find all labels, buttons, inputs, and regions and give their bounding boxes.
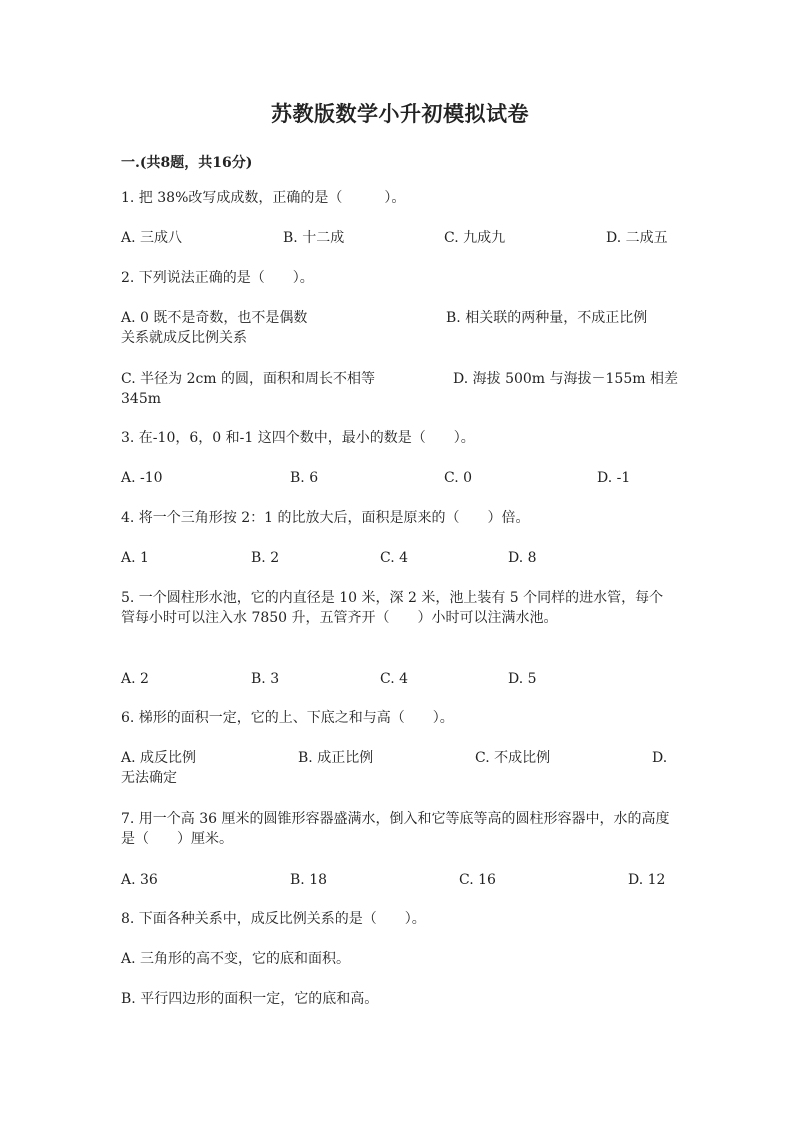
question-5-option-a: A. 2 bbox=[121, 671, 149, 687]
question-7-option-d: D. 12 bbox=[628, 872, 666, 888]
question-7-option-b: B. 18 bbox=[290, 872, 328, 888]
question-4-option-d: D. 8 bbox=[508, 550, 537, 566]
question-1-option-a: A. 三成八 bbox=[121, 230, 183, 246]
question-3-option-d: D. -1 bbox=[597, 470, 631, 486]
page-title: 苏教版数学小升初模拟试卷 bbox=[271, 101, 529, 126]
question-2-option-d-cont: 345m bbox=[121, 391, 161, 407]
question-7-option-a: A. 36 bbox=[121, 872, 158, 888]
question-6-option-d: D. bbox=[652, 750, 668, 766]
question-7-stem: 7. 用一个高 36 厘米的圆锥形容器盛满水，倒入和它等底等高的圆柱形容器中，水的高度是（ ）厘米。 bbox=[121, 811, 670, 847]
question-6-option-b: B. 成正比例 bbox=[298, 750, 374, 766]
question-6-option-a: A. 成反比例 bbox=[121, 750, 197, 766]
question-2-stem: 2. 下列说法正确的是（ ）。 bbox=[121, 270, 314, 286]
question-5-stem: 5. 一个圆柱形水池，它的内直径是 10 米，深 2 米，池上装有 5 个同样的进水管，每个管每小时可以注入水 7850 升，五管齐开（ ）小时可以注满水池。 bbox=[121, 590, 664, 626]
question-4-option-c: C. 4 bbox=[380, 550, 409, 566]
section-heading: 一.(共8题，共16分) bbox=[121, 155, 253, 171]
question-4-option-b: B. 2 bbox=[251, 550, 280, 566]
question-5-option-b: B. 3 bbox=[251, 671, 280, 687]
question-8-option-b: B. 平行四边形的面积一定，它的底和高。 bbox=[121, 991, 379, 1007]
question-6-option-d-cont: 无法确定 bbox=[121, 770, 177, 786]
question-2-option-c: C. 半径为 2cm 的圆，面积和周长不相等 bbox=[121, 371, 376, 387]
question-5-option-c: C. 4 bbox=[380, 671, 409, 687]
question-2-option-b: B. 相关联的两种量，不成正比例 bbox=[446, 310, 648, 326]
question-3-stem: 3. 在-10，6，0 和-1 这四个数中，最小的数是（ ）。 bbox=[121, 430, 475, 446]
question-2-option-a: A. 0 既不是奇数，也不是偶数 bbox=[121, 310, 308, 326]
question-8-stem: 8. 下面各种关系中，成反比例关系的是（ ）。 bbox=[121, 911, 426, 927]
question-3-option-b: B. 6 bbox=[290, 470, 319, 486]
question-3-option-c: C. 0 bbox=[444, 470, 473, 486]
question-6-option-c: C. 不成比例 bbox=[475, 750, 551, 766]
question-1-option-c: C. 九成九 bbox=[444, 230, 506, 246]
question-3-option-a: A. -10 bbox=[121, 470, 163, 486]
question-2-option-b-cont: 关系就成反比例关系 bbox=[121, 330, 247, 346]
question-7-option-c: C. 16 bbox=[459, 872, 496, 888]
question-6-stem: 6. 梯形的面积一定，它的上、下底之和与高（ ）。 bbox=[121, 710, 454, 726]
question-1-stem: 1. 把 38%改写成成数，正确的是（ ）。 bbox=[121, 190, 406, 206]
question-2-option-d: D. 海拔 500m 与海拔－155m 相差 bbox=[453, 371, 678, 387]
question-8-option-a: A. 三角形的高不变，它的底和面积。 bbox=[121, 951, 351, 967]
question-1-option-b: B. 十二成 bbox=[283, 230, 345, 246]
question-4-option-a: A. 1 bbox=[121, 550, 149, 566]
question-4-stem: 4. 将一个三角形按 2：1 的比放大后，面积是原来的（ ）倍。 bbox=[121, 510, 530, 526]
question-1-option-d: D. 二成五 bbox=[606, 230, 668, 246]
question-5-option-d: D. 5 bbox=[508, 671, 537, 687]
